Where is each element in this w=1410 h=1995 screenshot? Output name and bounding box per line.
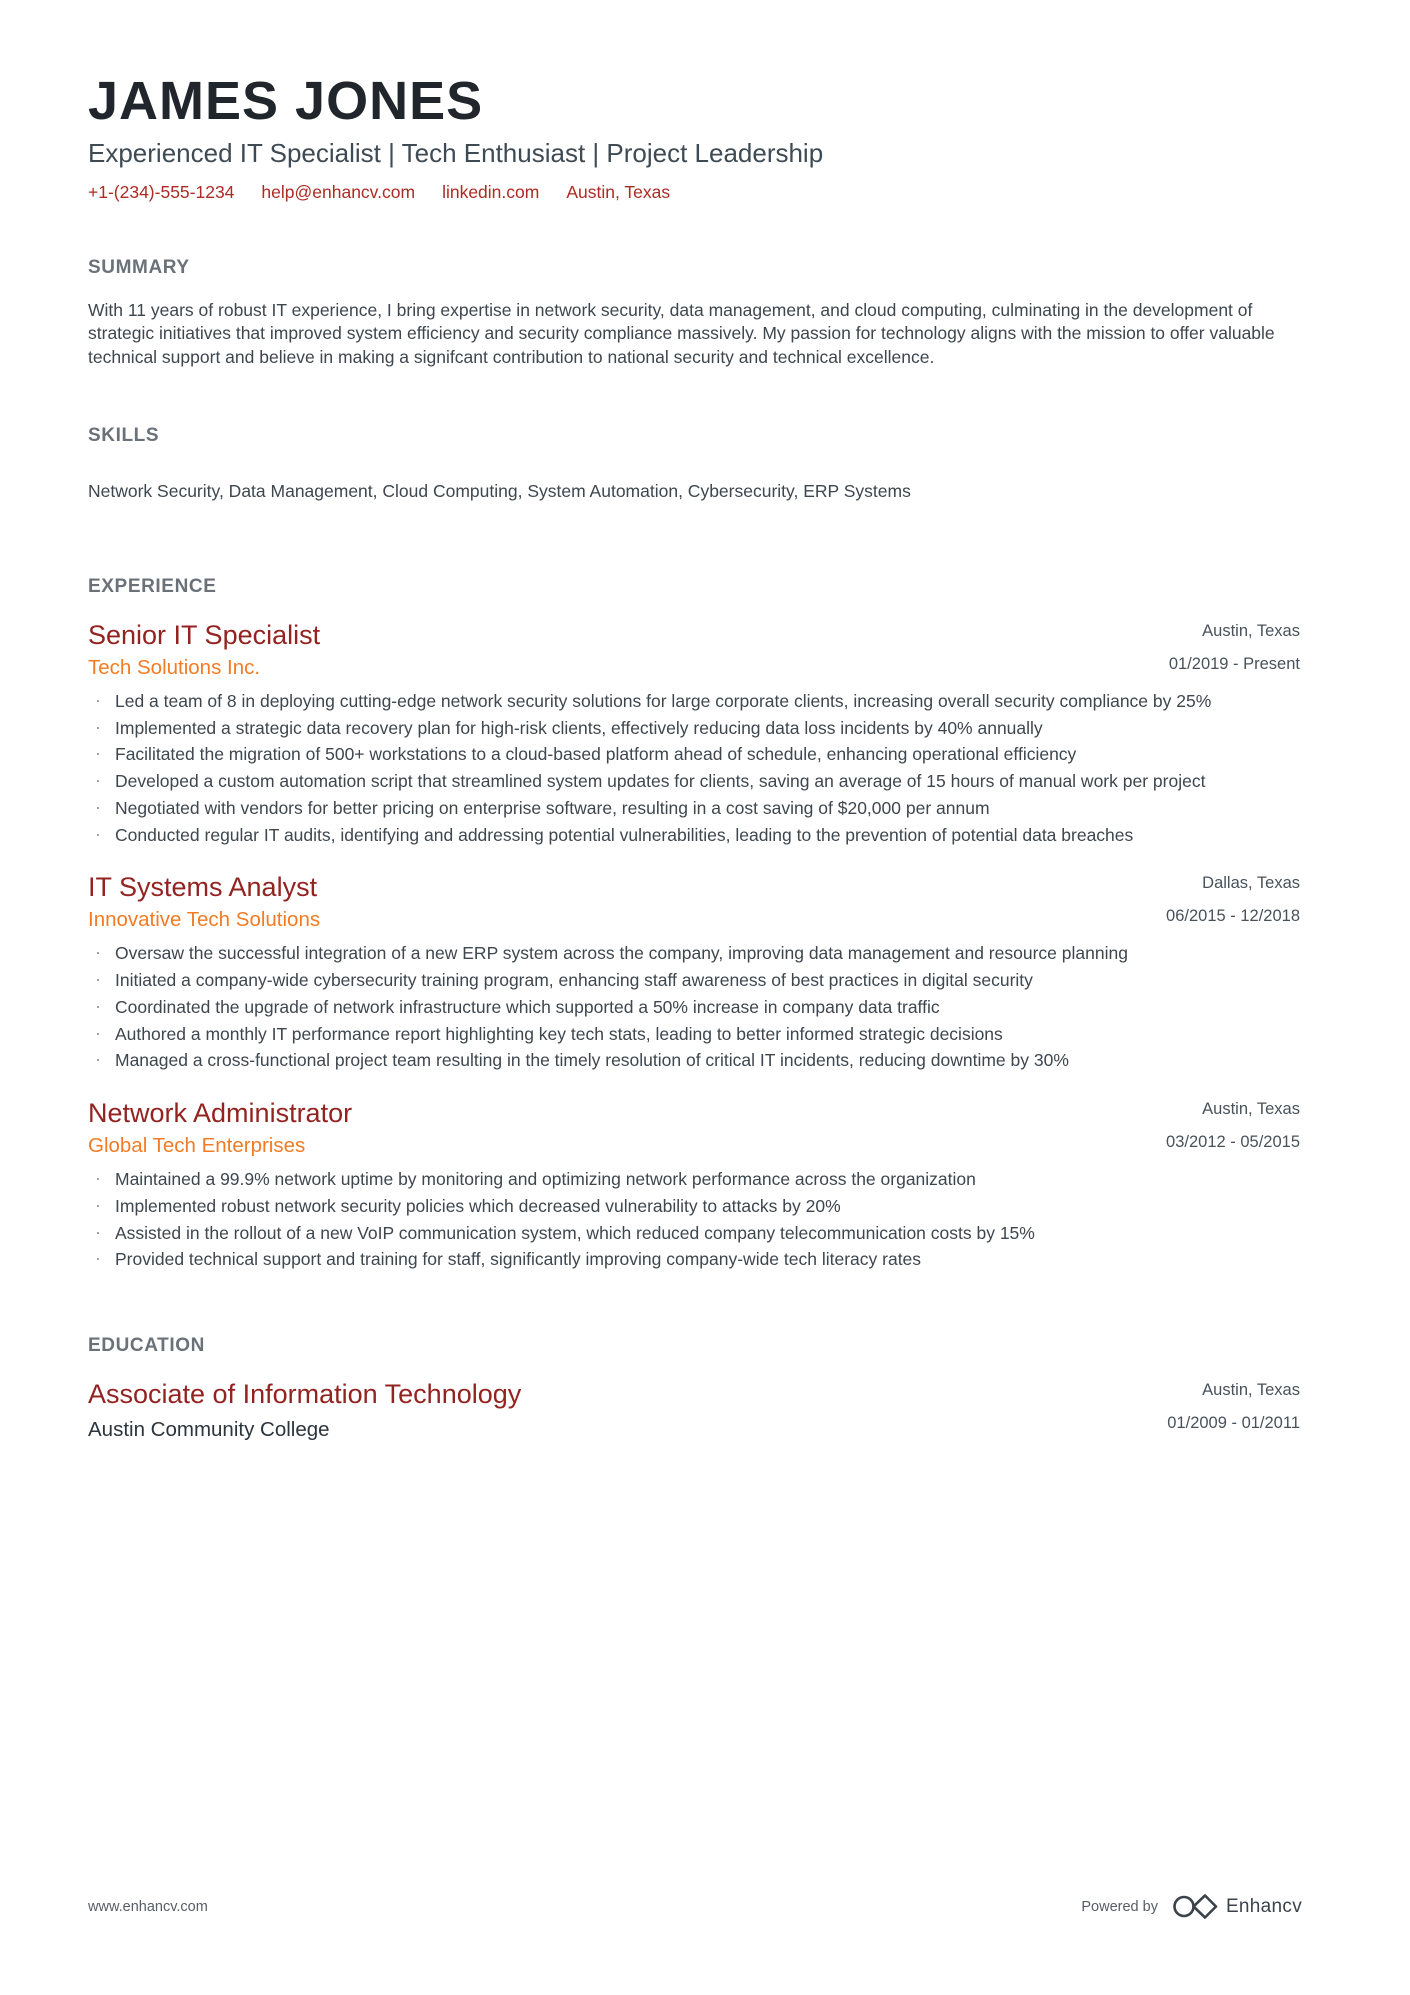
bullet-item: · Led a team of 8 in deploying cutting-edge network security solutions for large corporate clients, increasing overall security compliance by 25% [88,690,1278,713]
entry-titles [88,620,320,680]
job-dates: 03/2012 - 05/2015 [1166,1133,1300,1152]
bullet-item: · Provided technical support and training for staff, significantly improving company-wide tech literacy rates [88,1248,1278,1271]
linkedin-link[interactable]: linkedin.com [442,182,540,202]
entry-meta [1166,1098,1300,1152]
entry-meta [1167,1379,1300,1433]
bullet-item: · Oversaw the successful integration of a new ERP system across the company, improving data management and resource planning [88,942,1278,965]
brand-area [1081,1893,1302,1920]
bullet-item: · Facilitated the migration of 500+ workstations to a cloud-based platform ahead of schedule, enhancing operational efficiency [88,743,1278,766]
job-dates: 01/2019 - Present [1168,654,1300,673]
powered-by-label: Powered by [1081,1898,1158,1915]
bullet-item: · Initiated a company-wide cybersecurity training program, enhancing staff awareness of best practices in digital security [88,969,1278,992]
skills-list: Network Security, Data Management, Cloud Computing, System Automation, Cybersecurity, ERP Systems [88,480,911,501]
company-name: Tech Solutions Inc. [88,655,261,679]
brand-name: Enhancv [1225,1895,1302,1917]
entry-titles [88,1098,352,1158]
location-text: Austin, Texas [566,182,671,202]
job-title: IT Systems Analyst [88,872,318,903]
bullet-list [88,942,1300,1072]
phone-number: +1-(234)-555-1234 [88,182,235,202]
entry-header [88,872,1300,932]
experience-section [88,576,1300,1271]
education-heading: EDUCATION [88,1335,205,1357]
summary-heading: SUMMARY [88,257,190,278]
contact-row [88,182,1300,203]
education-section [88,1335,1300,1442]
bullet-list [88,690,1300,847]
headline: Experienced IT Specialist | Tech Enthusiast | Project Leadership [88,138,824,168]
education-dates: 01/2009 - 01/2011 [1167,1414,1300,1433]
page-footer [88,1893,1302,1920]
summary-section [88,257,1300,369]
bullet-item: · Authored a monthly IT performance report highlighting key tech stats, leading to better informed strategic decisions [88,1023,1278,1046]
entry-meta [1166,872,1300,926]
experience-entry [88,620,1300,847]
enhancv-infinity-icon [1172,1893,1218,1920]
job-location: Austin, Texas [1202,1100,1300,1119]
entry-header [88,1379,1300,1442]
bullet-item: · Assisted in the rollout of a new VoIP communication system, which reduced company telecommunication costs by 15% [88,1222,1278,1245]
education-entry [88,1379,1300,1442]
job-dates: 06/2015 - 12/2018 [1166,907,1300,926]
experience-heading: EXPERIENCE [88,575,217,597]
bullet-item: · Coordinated the upgrade of network infrastructure which supported a 50% increase in company data traffic [88,996,1278,1019]
entry-header [88,1098,1300,1158]
entry-titles [88,872,320,932]
degree-title: Associate of Information Technology [88,1379,522,1410]
job-title: Network Administrator [88,1098,353,1129]
bullet-item: · Managed a cross-functional project team resulting in the timely resolution of critical IT incidents, reducing downtime by 30% [88,1049,1278,1072]
skills-heading: SKILLS [88,424,160,446]
entry-titles [88,1379,521,1442]
job-location: Austin, Texas [1202,621,1300,640]
job-location: Dallas, Texas [1202,874,1300,893]
experience-entry [88,1098,1300,1271]
education-location: Austin, Texas [1202,1381,1300,1400]
bullet-item: · Developed a custom automation script that streamlined system updates for clients, saving an average of 15 hours of manual work per project [88,770,1278,793]
entry-meta [1169,620,1300,674]
enhancv-website-link[interactable]: www.enhancv.com [88,1898,208,1915]
bullet-item: · Conducted regular IT audits, identifying and addressing potential vulnerabilities, leading to the prevention of potential data breaches [88,824,1278,847]
entry-header [88,620,1300,680]
company-name: Global Tech Enterprises [88,1134,306,1158]
skills-section [88,425,1300,502]
enhancv-logo-lockup[interactable] [1172,1893,1302,1920]
summary-text: With 11 years of robust IT experience, I bring expertise in network security, data management, and cloud computing, culminating in the development of strategic initiatives that improved system efficiency and security compliance massively. My passion for technology aligns with the mission to offer valuable technical support and believe in making a signifcant contribution to national security and technical excellence. [88,300,1275,367]
email-link[interactable]: help@enhancv.com [261,182,416,202]
person-name: JAMES JONES [88,71,484,131]
company-name: Innovative Tech Solutions [88,908,321,932]
experience-entry [88,872,1300,1072]
bullet-item: · Implemented robust network security policies which decreased vulnerability to attacks by 20% [88,1195,1278,1218]
school-name: Austin Community College [88,1418,330,1442]
bullet-item: · Negotiated with vendors for better pricing on enterprise software, resulting in a cost saving of $20,000 per annum [88,797,1278,820]
job-title: Senior IT Specialist [88,619,321,650]
bullet-list [88,1168,1300,1271]
bullet-item: · Implemented a strategic data recovery plan for high-risk clients, effectively reducing data loss incidents by 40% annually [88,717,1278,740]
bullet-item: · Maintained a 99.9% network uptime by monitoring and optimizing network performance across the organization [88,1168,1278,1191]
